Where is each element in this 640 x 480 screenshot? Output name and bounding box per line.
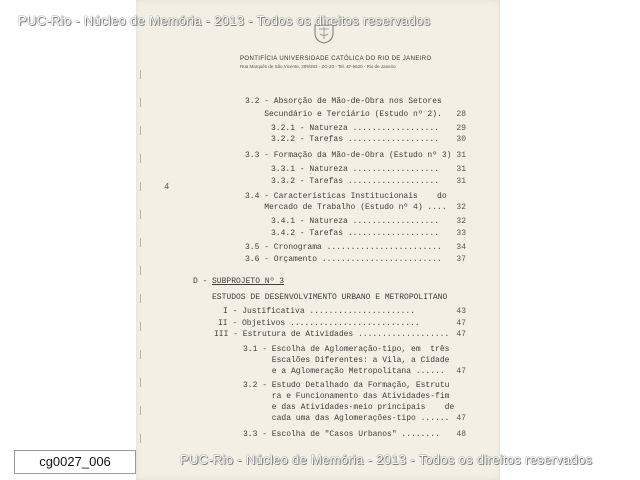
toc-line: Secundário e Terciário (Estudo nº 2). [245, 110, 442, 119]
toc-line: Mercado de Trabalho (Estudo nº 4) .... [245, 203, 447, 212]
toc-line: II - Objetivos ........................... [218, 319, 420, 328]
toc-page: 47 [456, 319, 466, 328]
toc-line: 3.3.2 - Tarefas ................... [271, 177, 440, 186]
toc-line: I - Justificativa ...................... [223, 307, 416, 316]
toc-line: e a Aglomeração Metropolitana ...... [243, 367, 445, 376]
toc-page: 37 [456, 255, 466, 264]
toc-page: 47 [456, 330, 466, 339]
toc-page: 31 [456, 165, 466, 174]
toc-page: 33 [456, 229, 466, 238]
toc-line: e das Atividades-meio principais de [243, 403, 455, 412]
section-letter: D - [193, 277, 213, 286]
toc-page: 31 [456, 151, 466, 160]
institution-name: PONTIFÍCIA UNIVERSIDADE CATÓLICA DO RIO DE JANEIRO [240, 56, 432, 62]
toc-line: ra e Funcionamento das Atividades-fim [243, 392, 450, 401]
toc-line: cada uma das Aglomerações-tipo ...... [243, 414, 450, 423]
toc-line: 3.3.1 - Natureza .................. [271, 165, 440, 174]
toc-line: 3.5 - Cronograma ........................ [245, 243, 442, 252]
watermark-bottom: PUC-Rio - Núcleo de Memória - 2013 - Todos os direitos reservados [180, 452, 593, 467]
toc-line: 3.4.2 - Tarefas ................... [271, 229, 440, 238]
binding-holes [140, 70, 148, 470]
toc-page: 31 [456, 177, 466, 186]
toc-page: 48 [456, 430, 466, 439]
reference-code: cg0027_006 [14, 450, 136, 474]
toc-page: 34 [456, 243, 466, 252]
toc-page: 43 [456, 307, 466, 316]
toc-page: 29 [456, 124, 466, 133]
toc-line: Escalões Diferentes: a Vila, a Cidade [243, 356, 450, 365]
toc-line: 3.6 - Orçamento ......................... [245, 255, 442, 264]
toc-line: 3.4.1 - Natureza .................. [271, 217, 440, 226]
toc-page: 32 [456, 203, 466, 212]
toc-page: 47 [456, 414, 466, 423]
toc-page: 28 [456, 110, 466, 119]
watermark-top: PUC-Rio - Núcleo de Memória - 2013 - Todos os direitos reservados [18, 13, 431, 28]
toc-line: 3.1 - Escolha de Aglomeração-tipo, em três [243, 345, 450, 354]
toc-line: 3.3 - Formação da Mão-de-Obra (Estudo nº 3) [245, 151, 452, 160]
margin-mark: 4 [164, 182, 170, 192]
institution-address: Rua Marquês de São Vicente, 209/263 - ZC-20 - Tel. 47-6520 - Rio de Janeiro [240, 64, 396, 69]
toc-line: 3.3 - Escolha de "Casos Urbanos" ........ [243, 430, 440, 439]
subproject-title: ESTUDOS DE DESENVOLVIMENTO URBANO E METROPOLITANO [212, 293, 448, 302]
toc-line: 3.2 - Absorção de Mão-de-Obra nos Setores [245, 97, 442, 106]
toc-line: III - Estrutura de Atividades ................... [214, 330, 450, 339]
toc-line: 3.2 - Estudo Detalhado da Formação, Estrutu [243, 381, 450, 390]
toc-line: 3.2.2 - Tarefas ................... [271, 135, 440, 144]
toc-line: 3.4 - Características Institucionais do [245, 192, 447, 201]
toc-page: 32 [456, 217, 466, 226]
subproject-heading: SUBPROJETO Nº 3 [212, 277, 285, 286]
toc-page: 30 [456, 135, 466, 144]
toc-line: 3.2.1 - Natureza .................. [271, 124, 440, 133]
toc-page: 47 [456, 367, 466, 376]
